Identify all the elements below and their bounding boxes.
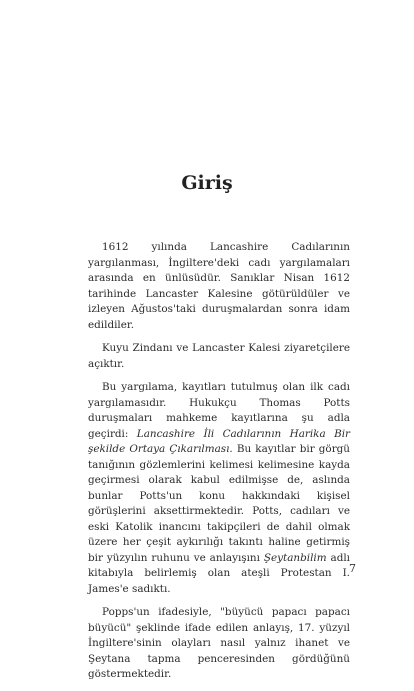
paragraph-3-text-b: Bu kayıtlar bir görgü tanığının gözlemlerini kelimesi kelimesine kayda geçirmesi olarak kabul edilmişse de, aslında bunlar Potts'un konu hakkındaki kişisel görüşlerini aksettirmektedir. Potts, cadıları ve eski Katolik inancını takipçileri de dahil olmak üzere her çeşit aykırılığı takıntı haline getirmiş bir yüzyılın ruhunu ve anlayışını (88, 443, 351, 564)
paragraph-4: Popps'un ifadesiyle, "büyücü papacı papacı büyücü" şeklinde ifade edilen anlayış, 17. yüzyıl İngiltere'sinin olayları nasıl yalnız ihanet ve Şeytana tapma penceresinden gördüğünü göstermektedir. (88, 606, 350, 680)
paragraph-3-text-c: adlı kitabıyla belirlemiş olan ateşli Protestan I. James'e sadıktı. (88, 551, 351, 595)
paragraph-2: Kuyu Zindanı ve Lancaster Kalesi ziyaretçilere açıktır. (88, 342, 350, 370)
paragraph-1: 1612 yılında Lancashire Cadılarının yargılanması, İngiltere'deki cadı yargılamaları arasında en ünlüsüdür. Sanıklar Nisan 1612 tarihinde Lancaster Kalesine götürüldüler ve izleyen Ağustos'taki duruşmalardan sonra idam edildiler. (88, 241, 350, 331)
chapter-body (88, 240, 350, 691)
paragraph-3 (88, 380, 350, 597)
chapter-title: Giriş (181, 172, 233, 194)
book-title-italic: Lancashire İli Cadılarının Harika Bir şekilde Ortaya Çıkarılması. (88, 427, 350, 455)
page-number: 7 (349, 562, 356, 575)
book-title-italic-2: Şeytanbilim (263, 551, 327, 564)
paragraph-3-text-a: Bu yargılama, kayıtları tutulmuş olan ilk cadı yargılamasıdır. Hukukçu Thomas Potts duruşmaları mahkeme kayıtlarına şu adla geçirdi: (88, 381, 350, 440)
